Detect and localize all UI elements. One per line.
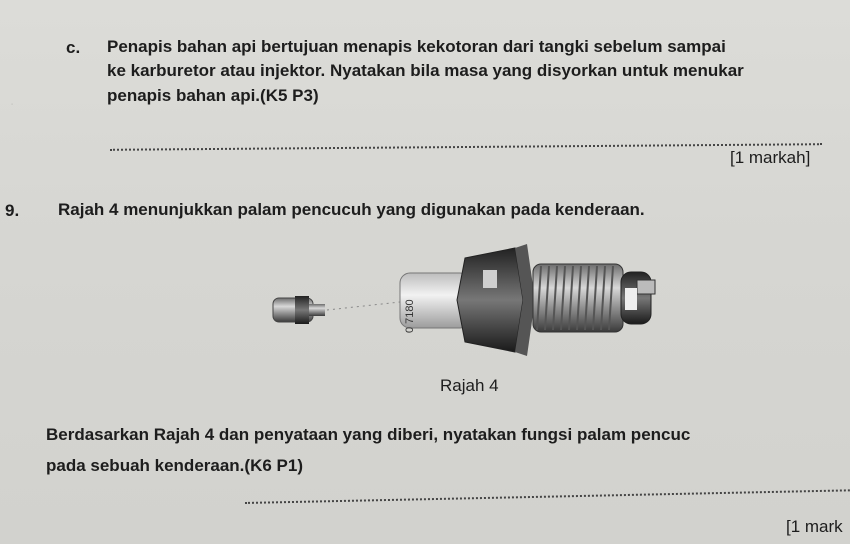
spark-plug-hex-body	[457, 244, 535, 356]
question-9-number: 9.	[5, 201, 20, 220]
question-c-line-1: Penapis bahan api bertujuan menapis kekotoran dari tangki sebelum sampai	[107, 37, 726, 56]
spark-plug-electrode	[621, 272, 655, 324]
spark-plug-figure	[265, 228, 665, 358]
answer-line-c[interactable]	[110, 143, 822, 151]
question-c-label: c.	[66, 38, 81, 57]
spark-plug-thread	[533, 264, 623, 332]
spark-plug-terminal	[273, 296, 325, 324]
answer-line-9[interactable]	[245, 489, 850, 504]
figure-caption: Rajah 4	[440, 376, 499, 395]
question-9-prompt-line-2: pada sebuah kenderaan.(K6 P1)	[46, 456, 303, 475]
question-9-text: Rajah 4 menunjukkan palam pencucuh yang digunakan pada kenderaan.	[58, 200, 645, 219]
question-c-line-2: ke karburetor atau injektor. Nyatakan bila masa yang disyorkan untuk menukar	[107, 61, 744, 80]
question-c-line-3: penapis bahan api.(K5 P3)	[107, 86, 319, 105]
question-9-marks: [1 mark	[786, 517, 843, 536]
question-9-prompt-line-1: Berdasarkan Rajah 4 dan penyataan yang diberi, nyatakan fungsi palam pencuc	[46, 425, 691, 444]
insulator-engraving: 0 7180	[404, 299, 416, 333]
question-c-marks: [1 markah]	[730, 148, 811, 167]
